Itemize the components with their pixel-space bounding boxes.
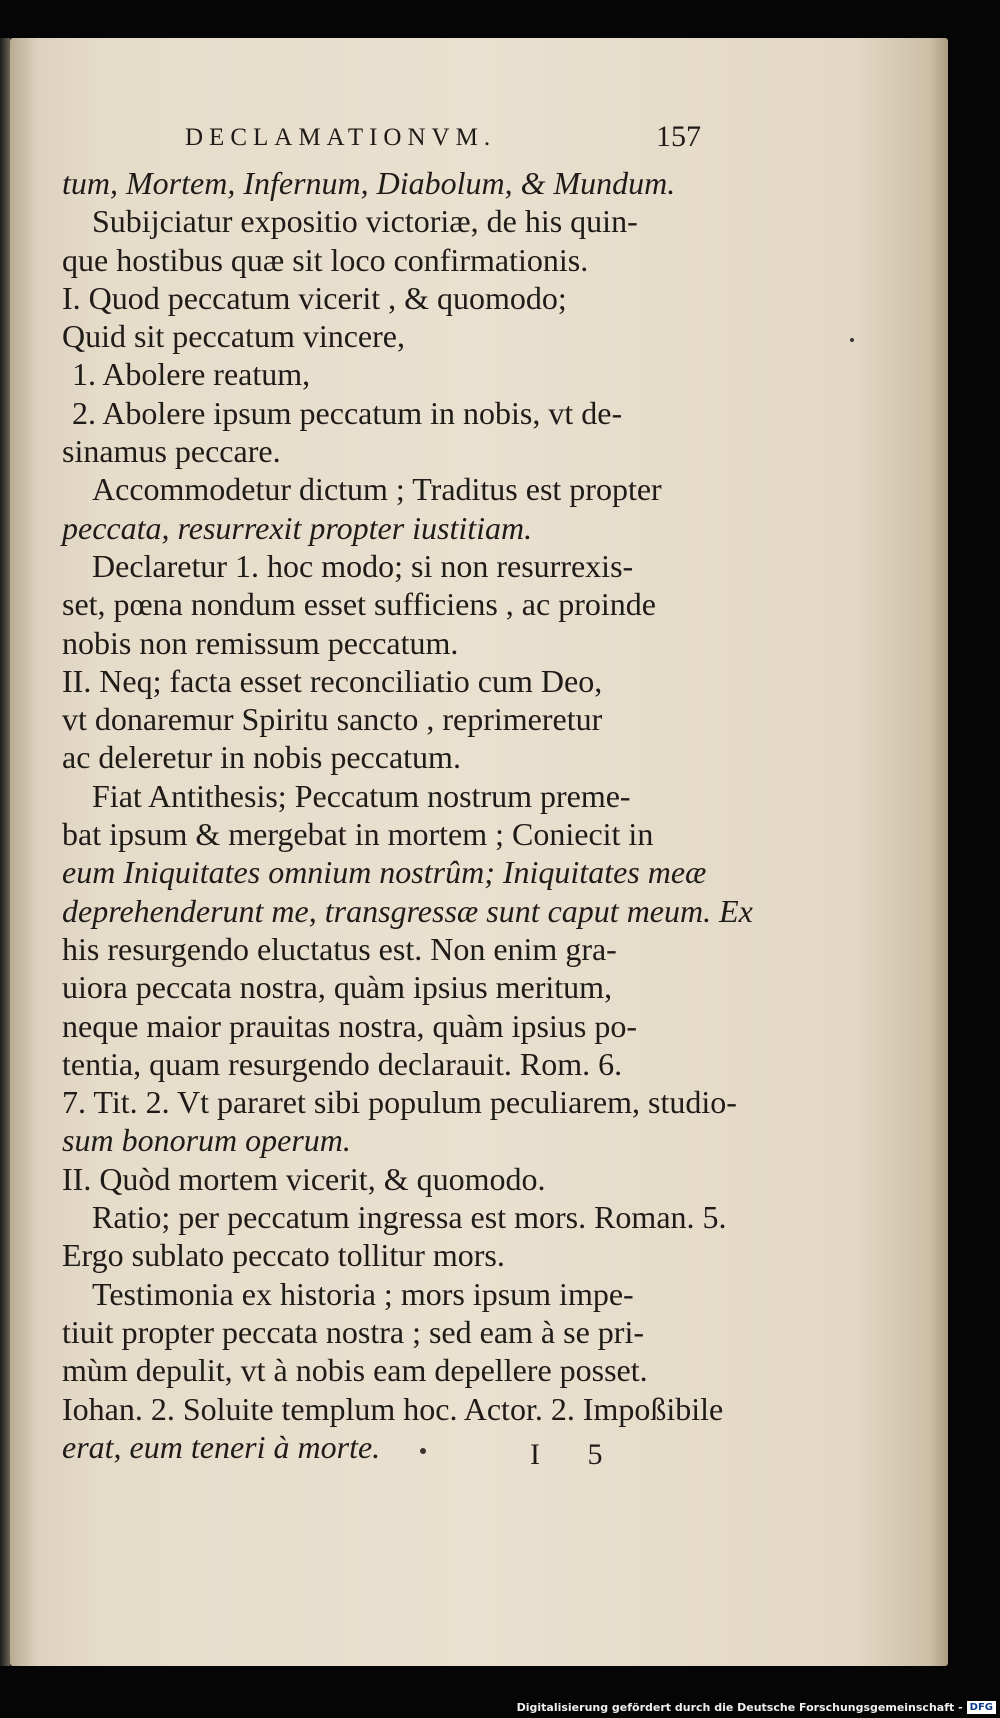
text-line: tentia, quam resurgendo declarauit. Rom. 6. [62, 1045, 623, 1082]
text-line: sinamus peccare. [62, 433, 281, 470]
digitization-credit: Digitalisierung gefördert durch die Deutsche Forschungsgemeinschaft - [516, 1700, 963, 1714]
text-line: II. Neq; facta esset reconciliatio cum Deo, [62, 662, 603, 699]
text-line: Quid sit peccatum vincere, [62, 318, 405, 355]
text-line: Ergo sublato peccato tollitur mors. [62, 1237, 505, 1274]
running-head: DECLAMATIONVM. [185, 124, 497, 151]
ink-speck [420, 1448, 426, 1454]
text-line: erat, eum teneri à morte. [62, 1428, 381, 1465]
text-line: que hostibus quæ sit loco confirmationis. [62, 241, 589, 278]
text-line: tum, Mortem, Infernum, Diabolum, & Mundum. [62, 165, 676, 201]
text-line: 2. Abolere ipsum peccatum in nobis, vt de- [72, 394, 623, 431]
text-line: tiuit propter peccata nostra ; sed eam à se pri- [62, 1313, 644, 1350]
text-line: set, pœna nondum esset sufficiens , ac proinde [62, 586, 656, 623]
dfg-logo: DFG [967, 1701, 996, 1714]
text-line: neque maior prauitas nostra, quàm ipsius po- [62, 1007, 637, 1044]
text-line: his resurgendo eluctatus est. Non enim gra- [62, 930, 617, 967]
text-line: mùm depulit, vt à nobis eam depellere posset. [62, 1352, 648, 1389]
scan-edge [0, 38, 10, 1666]
text-line: bat ipsum & mergebat in mortem ; Coniecit in [62, 816, 654, 853]
text-line: vt donaremur Spiritu sancto , reprimeretur [62, 701, 603, 738]
ink-speck [850, 338, 854, 342]
text-line: Accommodetur dictum ; Traditus est propter [92, 471, 662, 508]
text-line: Subijciatur expositio victoriæ, de his quin- [92, 203, 638, 240]
body-text [62, 164, 753, 1466]
text-line: ac deleretur in nobis peccatum. [62, 739, 461, 776]
text-line: deprehenderunt me, transgressæ sunt caput meum. Ex [62, 892, 753, 929]
text-line: Ratio; per peccatum ingressa est mors. Roman. 5. [92, 1199, 727, 1236]
text-line: eum Iniquitates omnium nostrûm; Iniquitates meæ [62, 854, 707, 891]
text-line: Fiat Antithesis; Peccatum nostrum preme- [92, 777, 631, 814]
text-line: 1. Abolere reatum, [72, 356, 311, 393]
text-line: nobis non remissum peccatum. [62, 624, 459, 661]
text-line: peccata, resurrexit propter iustitiam. [62, 509, 533, 546]
text-line: Iohan. 2. Soluite templum hoc. Actor. 2. Impoßibile [62, 1390, 724, 1427]
folio-number: 157 [656, 120, 701, 153]
text-line: Testimonia ex historia ; mors ipsum impe- [92, 1275, 634, 1312]
text-line: uiora peccata nostra, quàm ipsius meritum, [62, 969, 613, 1006]
text-line: Declaretur 1. hoc modo; si non resurrexis- [92, 547, 634, 584]
text-line: 7. Tit. 2. Vt pararet sibi populum peculiarem, studio- [62, 1084, 737, 1121]
text-line: sum bonorum operum. [62, 1122, 351, 1159]
signature-mark: I 5 [530, 1438, 623, 1471]
text-line: II. Quòd mortem vicerit, & quomodo. [62, 1160, 546, 1197]
footer-bar [0, 1696, 1000, 1718]
book-page [10, 38, 948, 1666]
text-line: I. Quod peccatum vicerit , & quomodo; [62, 279, 567, 316]
page-header [10, 120, 948, 164]
